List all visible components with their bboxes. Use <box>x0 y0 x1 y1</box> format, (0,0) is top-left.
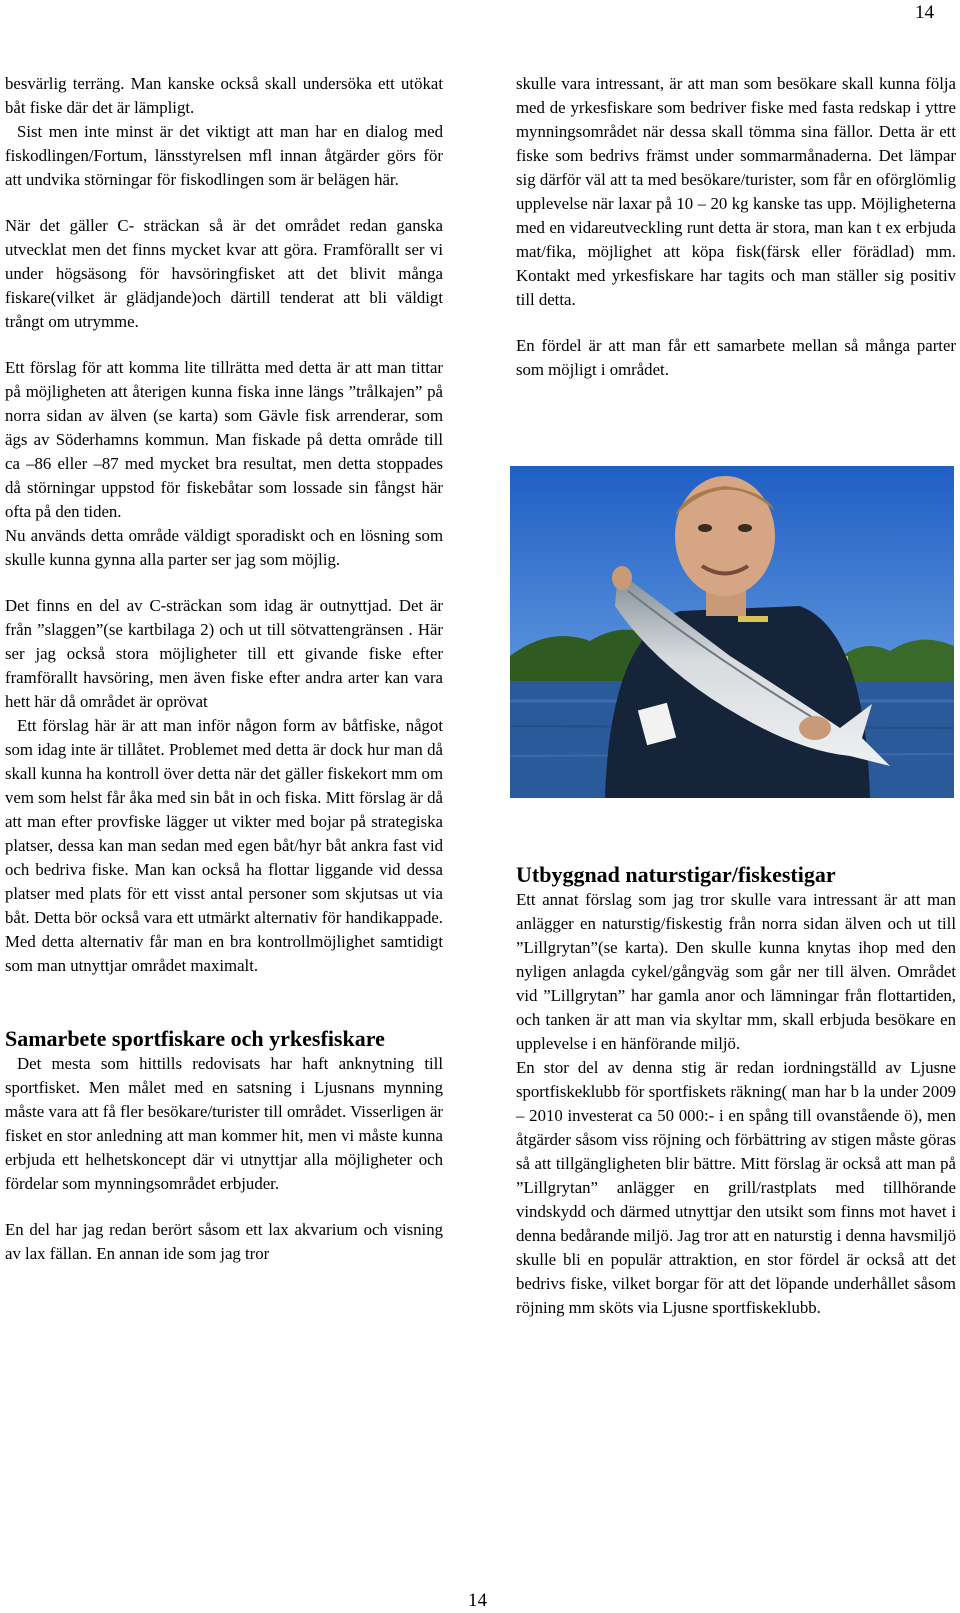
page-number-bottom: 14 <box>468 1590 487 1611</box>
paragraph: Det finns en del av C-sträckan som idag är outnyttjad. Det är från ”slaggen”(se kartbilaga 2) och ut till sötvattengränsen . Här ser jag också stora möjligheter till ett givande fiske efter framförallt havsöring, men även fiske efter andra arter kan vara hett här då området är oprövat <box>5 596 443 711</box>
photo-illustration <box>510 466 954 798</box>
paragraph: Sist men inte minst är det viktigt att man har en dialog med fiskodlingen/Fortum, länsstyrelsen mfl innan åtgärder görs för att undvika störningar för fiskodlingen som är belägen här. <box>5 122 443 189</box>
right-column-lower <box>516 862 956 1320</box>
paragraph: Nu används detta område väldigt sporadiskt och en lösning som skulle kunna gynna alla parter ser jag som möjlig. <box>5 526 443 569</box>
right-column <box>516 72 956 382</box>
paragraph: Ett förslag för att komma lite tillrätta med detta är att man tittar på möjligheten att återigen kunna fiska inne längs ”trålkajen” på norra sidan av älven (se karta) som Gävle fisk arrenderar, som ägs av Söderhamns kommun. Man fiskade på detta område till ca –86 eller –87 med mycket bra resultat, men detta stoppades då störningar uppstod för fiskebåtar som lossade sin fångst här ofta på den tiden. <box>5 358 443 521</box>
face <box>675 476 775 596</box>
paragraph: En del har jag redan berört såsom ett lax akvarium och visning av lax fällan. En annan ide som jag tror <box>5 1220 443 1263</box>
paragraph: När det gäller C- sträckan så är det området redan ganska utvecklat men det finns mycket kvar att göra. Framförallt ser vi under högsäsong för havsöringfisket att det blivit många fiskare(vilket är glädjande)och därtill tenderat att bli väldigt trångt om utrymme. <box>5 216 443 331</box>
paragraph: Det mesta som hittills redovisats har haft anknytning till sportfisket. Men målet med en satsning i Ljusnans mynning måste vara att få fler besökare/turister till området. Visserligen är fisket en stor anledning att man kommer hit, men vi måste kunna erbjuda ett helhetskoncept där vi utnyttjar alla möjligheter och fördelar som mynningsområdet erbjuder. <box>5 1054 443 1193</box>
page-number-top: 14 <box>915 2 934 23</box>
hand-left <box>612 566 632 590</box>
paragraph: besvärlig terräng. Man kanske också skall undersöka ett utökat båt fiske där det är lämpligt. <box>5 74 443 117</box>
hand-right <box>799 716 831 740</box>
paragraph: Ett förslag här är att man inför någon form av båtfiske, något som idag inte är tillåtet. Problemet med detta är dock hur man då skall kunna ha kontroll över detta när det gäller fiskekort mm om vem som helst får åka med sin båt in och fiska. Mitt förslag är då att man efter provfiske lägger ut vikter med bojar på strategiska platser, dessa kan man sedan med egen båt/hyr båt ankra fast vid och bedriva fiske. Man kan också ha flottar liggande vid dessa platser med plats för ett visst antal personer som skjutsas ut via båt. Detta bör också vara ett utmärkt alternativ för handikappade. Med detta alternativ får man en bra kontrollmöjlighet samtidigt som man utnyttjar området maximalt. <box>5 716 443 975</box>
section-heading: Utbyggnad naturstigar/fiskestigar <box>516 862 836 887</box>
photo-man-holding-salmon <box>510 466 954 798</box>
paragraph: Ett annat förslag som jag tror skulle vara intressant är att man anlägger en naturstig/fiskestig från norra sidan älven och ut till ”Lillgrytan”(se karta). Den skulle kunna knytas ihop med den nyligen anlagda cykel/gångväg som går ner till älven. Området vid ”Lillgrytan” har gamla anor och lämningar från flottartiden, och tanken är att man via skyltar mm, skall erbjuda besökare en upplevelse i en hänförande miljö. <box>516 890 956 1053</box>
left-column <box>5 72 443 1266</box>
paragraph: En fördel är att man får ett samarbete mellan så många parter som möjligt i området. <box>516 336 956 379</box>
section-heading: Samarbete sportfiskare och yrkesfiskare <box>5 1026 385 1051</box>
paragraph: En stor del av denna stig är redan iordningställd av Ljusne sportfiskeklubb för sportfiskets räkning( man har b la under 2009 – 2010 investerat ca 50 000:- i en spång till ovanstående ö), men åtgärder såsom viss röjning och förbättring av stigen måste göras så att tillgängligheten blir bättre. Mitt förslag är också att man på ”Lillgrytan” anlägger en grill/rastplats med tillhörande vindskydd och därmed utnyttjar den utsikt som finns mot havet i denna bedårande miljö. Jag tror att en naturstig i denna havsmiljö skulle bli en populär attraktion, en stor fördel är också att det bedrivs fiske, vilket borgar för att det löpande underhållet såsom röjning mm sköts via Ljusne sportfiskeklubb. <box>516 1058 956 1317</box>
paragraph: skulle vara intressant, är att man som besökare skall kunna följa med de yrkesfiskare som bedriver fiske med fasta redskap i yttre mynningsområdet när dessa skall tömma sina fällor. Detta är ett fiske som bedrivs främst under sommarmånaderna. Det lämpar sig därför väl att ta med besökare/turister, som får en oförglömlig upplevelse när laxar på 10 – 20 kg kanske tas upp. Möjligheterna med en vidareutveckling runt detta är stora, man kan t ex erbjuda mat/fika, möjlighet att köpa fisk(färsk eller förädlad) mm. Kontakt med yrkesfiskare har tagits och man ställer sig positiv till detta. <box>516 74 956 309</box>
